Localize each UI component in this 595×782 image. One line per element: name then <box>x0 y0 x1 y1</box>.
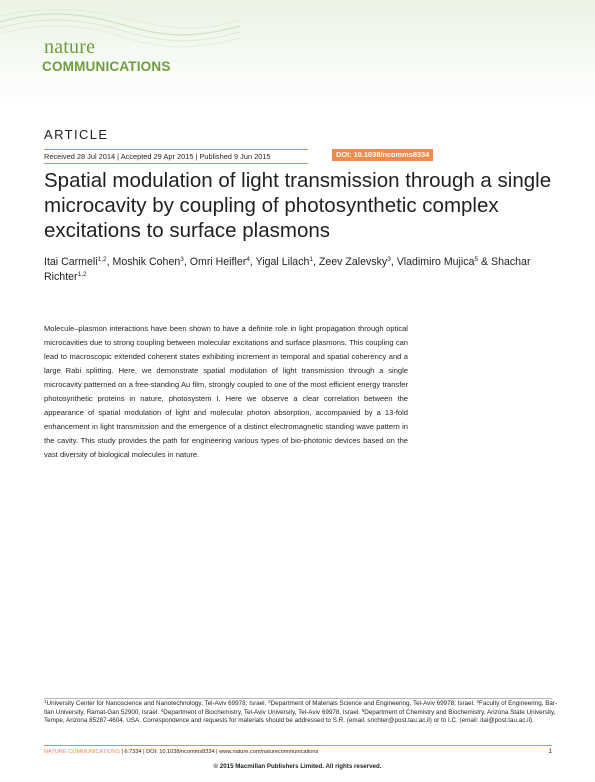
author-affiliation-marker: 5 <box>474 256 479 263</box>
page-footer <box>44 749 552 755</box>
footnote-marker: 3 <box>476 699 480 704</box>
author-name: Zeev Zalevsky <box>318 256 388 268</box>
journal-logo-nature: nature <box>44 36 96 58</box>
author-name: Omri Heifler <box>189 256 247 268</box>
footnote-marker: 2 <box>268 699 271 704</box>
author-separator: , <box>106 256 113 268</box>
affiliations-footnote <box>44 700 564 726</box>
author-separator: & <box>478 256 492 268</box>
article-title: Spatial modulation of light transmission through a single microcavity by coupling of photosynthetic complex excitations to surface plasmons <box>44 169 552 242</box>
author-name: Shachar Richter <box>44 256 531 283</box>
article-type-label: ARTICLE <box>44 127 109 142</box>
author-name: Vladimiro Mujica <box>396 256 475 268</box>
publication-dates: Received 28 Jul 2014 | Accepted 29 Apr 2015 | Published 9 Jun 2015 <box>44 149 308 164</box>
author-affiliation-marker: 3 <box>180 256 184 263</box>
footnote-text: Department of Biochemistry, Tel-Aviv University, Tel-Aviv 69978, Israel. <box>163 708 362 716</box>
footnote-text: Faculty of Engineering, Bar-Ilan University, Ramat-Gan 52900, Israel. <box>44 700 558 716</box>
author-name: Moshik Cohen <box>112 256 181 268</box>
author-affiliation-marker: 1,2 <box>97 256 107 263</box>
page-number: 1 <box>548 748 552 755</box>
author-separator: , <box>390 256 397 268</box>
author-affiliation-marker: 1 <box>309 256 314 263</box>
author-affiliation-marker: 3 <box>387 256 391 263</box>
author-separator: , <box>313 256 319 268</box>
copyright-notice: © 2015 Macmillan Publishers Limited. All rights reserved. <box>213 763 382 770</box>
footer-journal-name: NATURE COMMUNICATIONS <box>44 749 120 755</box>
footnote-text: University Center for Nanoscience and Nanotechnology, Tel-Aviv 69978, Israel. <box>46 700 269 707</box>
header-band <box>0 0 595 105</box>
footnote-text: Department of Chemistry and Biochemistry, Arizona State University, Tempe, Arizona 85287-4604, USA. Correspondence and requests for materials should be addressed to S.R. (email: srichter@post.tau.ac.il) or to I.C. (email: itai@post.tau.ac.il). <box>44 708 556 724</box>
author-name: Yigal Lilach <box>255 256 310 268</box>
footnote-marker: 4 <box>160 707 164 713</box>
journal-logo-communications: COMMUNICATIONS <box>42 59 171 74</box>
author-separator: , <box>183 256 190 268</box>
footnote-marker: 1 <box>44 699 47 704</box>
author-affiliation-marker: 4 <box>246 256 250 263</box>
footer-citation[interactable]: | 6:7334 | DOI: 10.1038/ncomms8334 | www.nature.com/naturecommunications <box>119 749 319 755</box>
author-name: Itai Carmeli <box>44 256 98 268</box>
author-list <box>44 255 564 285</box>
author-affiliation-marker: 1,2 <box>77 271 87 278</box>
author-separator: , <box>249 256 256 268</box>
abstract: Molecule–plasmon interactions have been shown to have a definite role in light propagation through optical microcavities due to strong coupling between molecular excitations and surface plasmons. This coupling can lead to macroscopic extended coherent states exhibiting increment in temporal and spatial coherency and a large Rabi splitting. Here, we demonstrate spatial modulation of light transmission through a single microcavity patterned on a free-standing Au film, strongly coupled to one of the most efficient energy transfer photosynthetic proteins in nature, photosystem I. Here we observe a clear correlation between the appearance of spatial modulation of light and molecular photon absorption, accompanied by a 13-fold enhancement in light transmission and the emergence of a distinct electromagnetic standing wave pattern in the cavity. This study provides the path for engineering various types of bio-photonic devices based on the vast diversity of biological molecules in nature. <box>44 324 408 459</box>
footnote-text: Department of Materials Science and Engineering, Tel-Aviv 69978, Israel. <box>270 700 477 707</box>
footnote-marker: 5 <box>361 707 365 713</box>
doi-badge[interactable]: DOI: 10.1038/ncomms8334 <box>332 149 433 161</box>
footer-divider <box>44 745 552 746</box>
